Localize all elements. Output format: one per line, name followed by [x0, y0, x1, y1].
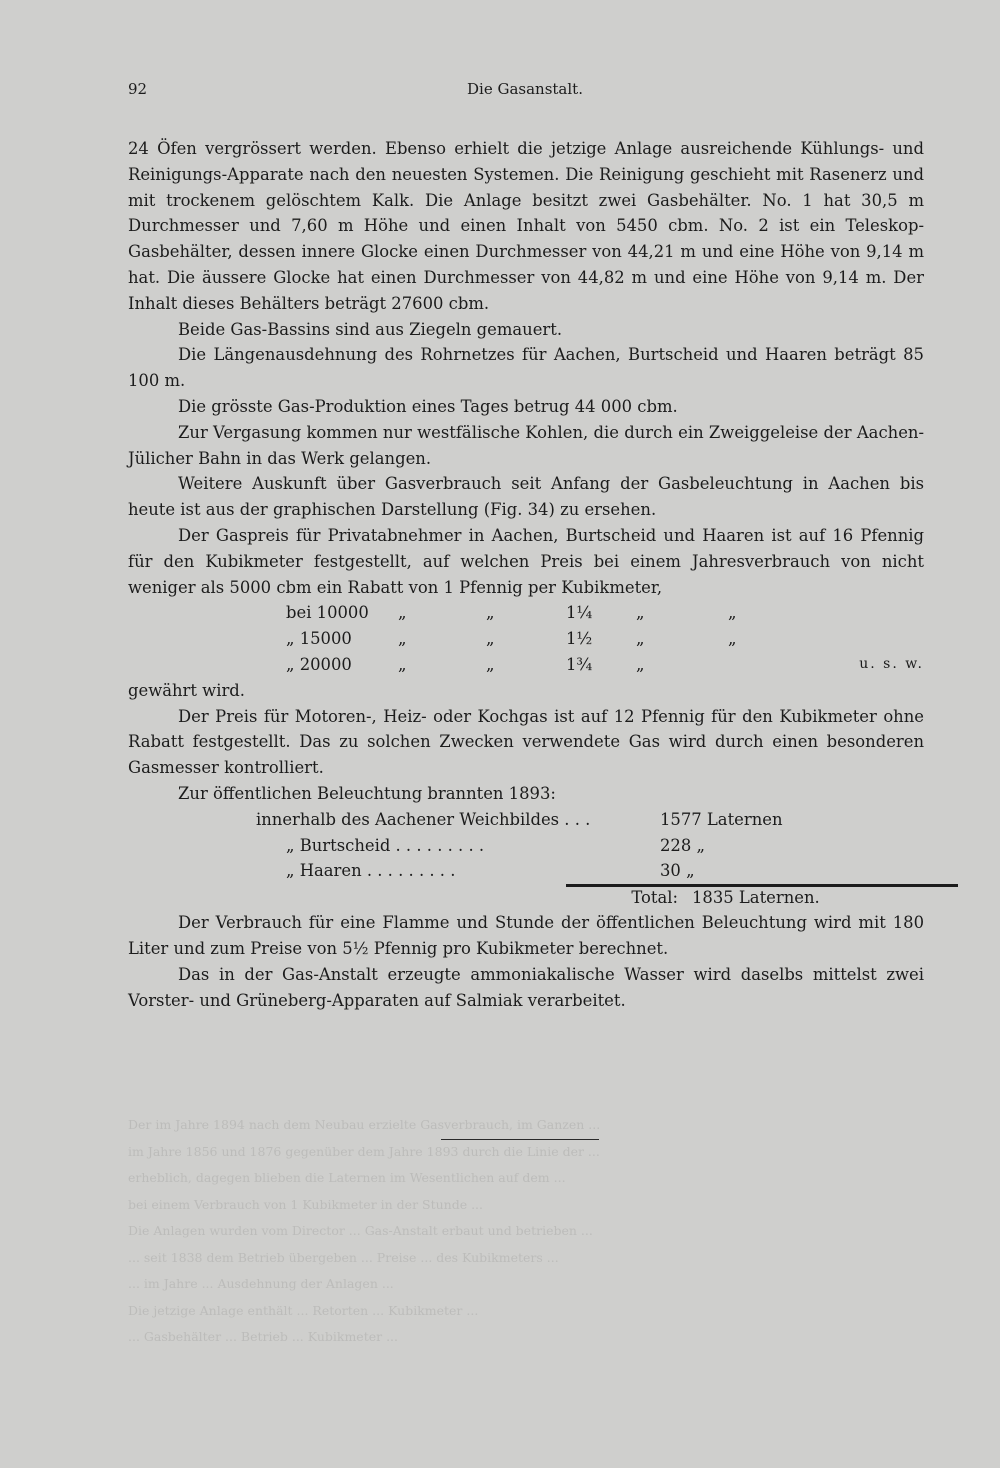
lamp-count: 228 „ — [660, 835, 705, 855]
paragraph: Die grösste Gas-Produktion eines Tages betrug 44 000 cbm. — [178, 396, 678, 416]
paragraph: Zur öffentlichen Beleuchtung brannten 1893: — [178, 783, 556, 803]
discount-row — [286, 652, 924, 678]
paragraph: Die Längenausdehnung des Rohrnetzes für Aachen, Burtscheid und Haaren beträgt 85 100 m. — [128, 345, 924, 391]
ditto-mark: „ — [486, 603, 495, 623]
paragraph: Zur Vergasung kommen nur westfälische Kohlen, die durch ein Zweiggeleise der Aachen-Jülicher Bahn in das Werk gelangen. — [128, 422, 924, 468]
page-header — [128, 80, 922, 106]
ditto-mark: „ — [398, 654, 407, 674]
discount-volume: bei 10000 — [286, 603, 369, 623]
paragraph: Weitere Auskunft über Gasverbrauch seit Anfang der Gasbeleuchtung in Aachen bis heute ist aus der graphischen Darstellung (Fig. 34) zu ersehen. — [128, 474, 924, 520]
paragraph: Beide Gas-Bassins sind aus Ziegeln gemauert. — [178, 319, 563, 339]
running-title: Die Gasanstalt. — [467, 80, 583, 98]
paragraph: Der Gaspreis für Privatabnehmer in Aachen, Burtscheid und Haaren ist auf 16 Pfennig für den Kubikmeter festgestellt, auf welchen Preis bei einem Jahresverbrauch von nicht weniger als 5000 cbm ein Rabatt von 1 Pfennig per Kubikmeter, — [128, 525, 924, 597]
ghost-line: Der im Jahre 1894 nach dem Neubau erzielte Gasverbrauch, im Ganzen ... — [128, 1117, 601, 1132]
discount-amount: 1¾ — [566, 654, 593, 674]
paragraph: Der Preis für Motoren-, Heiz- oder Kochgas ist auf 12 Pfennig für den Kubikmeter ohne Rabatt festgestellt. Das zu solchen Zwecken verwendete Gas wird durch einen besonderen Gasmesser kontrolliert. — [128, 706, 924, 778]
ghost-line: ... seit 1838 dem Betrieb übergeben ... Preise ... des Kubikmeters ... — [128, 1249, 559, 1265]
lamp-location: „ Haaren . . . . . . . . . — [286, 861, 456, 881]
paragraph: Das in der Gas-Anstalt erzeugte ammoniakalische Wasser wird daselbs mittelst zwei Vorster- und Grüneberg-Apparaten auf Salmiak verarbeitet. — [128, 964, 924, 1010]
lamp-count: 1577 Laternen — [660, 809, 783, 829]
ghost-line: im Jahre 1856 und 1876 gegenüber dem Jahre 1893 durch die Linie der ... — [128, 1143, 600, 1159]
etc-label: u. s. w. — [859, 655, 924, 672]
total-label: Total: — [631, 888, 678, 908]
ghost-line: Die jetzige Anlage enthält ... Retorten ... Kubikmeter ... — [128, 1302, 479, 1318]
page-number: 92 — [128, 80, 148, 98]
discount-row — [286, 600, 924, 626]
discount-amount: 1¼ — [566, 603, 593, 623]
ghost-line: ... Gasbehälter ... Betrieb ... Kubikmeter ... — [128, 1329, 398, 1344]
paragraph: gewährt wird. — [128, 680, 245, 700]
paragraph: Der Verbrauch für eine Flamme und Stunde der öffentlichen Beleuchtung wird mit 180 Liter und zum Preise von 5½ Pfennig pro Kubikmeter berechnet. — [128, 913, 924, 958]
ditto-mark: „ — [636, 603, 645, 623]
ditto-mark: „ — [636, 629, 645, 649]
street-lamps-table — [256, 807, 820, 910]
ditto-mark: „ — [486, 654, 495, 674]
lamp-count: 30 „ — [660, 861, 695, 881]
discount-volume: „ 15000 — [286, 629, 352, 649]
paragraph: 24 Öfen vergrössert werden. Ebenso erhielt die jetzige Anlage ausreichende Kühlungs- und Reinigungs-Apparate nach den neuesten Systemen. Die Reinigung geschieht mit Rasenerz und mit trockenem gelöschtem Kalk. Die Anlage besitzt zwei Gasbehälter. No. 1 hat 30,5 m Durchmesser und 7,60 m Höhe und einen Inhalt von 5450 cbm. No. 2 ist ein Teleskop-Gasbehälter, dessen innere Glocke einen Durchmesser von 44,21 m und eine Höhe von 9,14 m hat. Die äussere Glocke hat einen Durchmesser von 44,82 m und eine Höhe von 9,14 m. Der Inhalt dieses Behälters beträgt 27600 cbm. — [128, 139, 924, 313]
lamp-row — [256, 833, 798, 859]
lamp-row — [256, 858, 798, 884]
show-through-text — [128, 1112, 928, 1372]
ghost-line: Die Anlagen wurden vom Director ... Gas-Anstalt erbaut und betrieben ... — [128, 1223, 593, 1238]
ditto-mark: „ — [398, 603, 407, 623]
lamp-row — [256, 807, 798, 833]
discount-table — [286, 600, 924, 677]
ditto-mark: „ — [398, 629, 407, 649]
lamp-location: innerhalb des Aachener Weichbildes . . . — [256, 809, 591, 829]
ditto-mark: „ — [636, 654, 645, 674]
ghost-line: erheblich, dagegen blieben die Laternen im Wesentlichen auf dem ... — [128, 1170, 566, 1185]
lamp-total-row — [566, 884, 958, 910]
body-text — [128, 136, 924, 1013]
discount-amount: 1½ — [566, 629, 593, 649]
ditto-mark: „ — [728, 603, 737, 623]
ghost-line: ... im Jahre ... Ausdehnung der Anlagen ... — [128, 1276, 394, 1291]
ditto-mark: „ — [728, 629, 737, 649]
ghost-line: bei einem Verbrauch von 1 Kubikmeter in der Stunde ... — [128, 1196, 483, 1212]
ditto-mark: „ — [486, 629, 495, 649]
discount-row — [286, 626, 924, 652]
lamp-location: „ Burtscheid . . . . . . . . . — [286, 835, 485, 855]
discount-volume: „ 20000 — [286, 654, 352, 674]
total-value: 1835 Laternen. — [692, 888, 820, 908]
